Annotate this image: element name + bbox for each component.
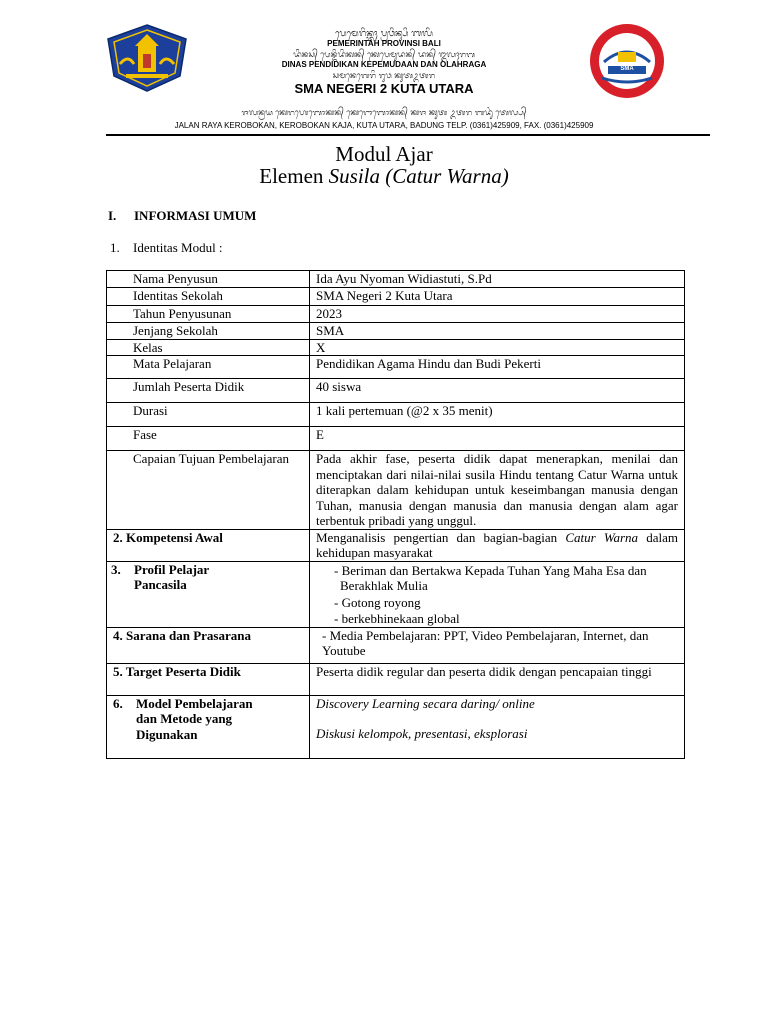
profil-item: - Beriman dan Bertakwa Kepada Tuhan Yang Maha Esa dan Berakhlak Mulia — [334, 562, 647, 593]
row-label: Nama Penyusun — [107, 271, 310, 288]
table-row — [107, 322, 685, 339]
document-subtitle — [0, 164, 768, 188]
table-row — [107, 627, 685, 663]
row-label: Jenjang Sekolah — [107, 322, 310, 339]
row-label: Capaian Tujuan Pembelajaran — [107, 451, 310, 530]
subsection-label: Identitas Modul : — [133, 240, 223, 255]
row-label: 5. Target Peserta Didik — [107, 663, 310, 695]
row-value: - Media Pembelajaran: PPT, Video Pembelajaran, Internet, dan Youtube — [310, 627, 685, 663]
row-value — [310, 561, 685, 627]
row-label: Kelas — [107, 339, 310, 356]
letterhead-department: DINAS PENDIDIKAN KEPEMUDAAN DAN OLAHRAGA — [281, 60, 487, 69]
table-row — [107, 403, 685, 427]
row-value: SMA — [310, 322, 685, 339]
row-label: Identitas Sekolah — [107, 287, 310, 305]
table-row — [107, 695, 685, 758]
row-value: X — [310, 339, 685, 356]
module-identity-table — [106, 270, 685, 759]
model-label: Model Pembelajaran dan Metode yang Digunakan — [136, 695, 253, 742]
row-label: Mata Pelajaran — [107, 356, 310, 379]
letterhead-school-name: SMA NEGERI 2 KUTA UTARA — [294, 81, 474, 96]
row-value — [310, 695, 685, 758]
row-value: 1 kali pertemuan (@2 x 35 menit) — [310, 403, 685, 427]
row-value: 2023 — [310, 305, 685, 322]
table-row — [107, 287, 685, 305]
model-method: Discovery Learning secara daring/ online — [316, 695, 535, 711]
row-value: Pendidikan Agama Hindu dan Budi Pekerti — [310, 356, 685, 379]
letterhead-divider — [106, 134, 710, 136]
table-row — [107, 427, 685, 451]
row-label: Durasi — [107, 403, 310, 427]
row-value: SMA Negeri 2 Kuta Utara — [310, 287, 685, 305]
row-value: Ida Ayu Nyoman Widiastuti, S.Pd — [310, 271, 685, 288]
kompetensi-prefix: Menganalisis pengertian dan bagian-bagian — [316, 529, 566, 545]
profil-item: - berkebhinekaan global — [334, 611, 460, 626]
row-value: Pada akhir fase, peserta didik dapat menerapkan, menilai dan menciptakan dari nilai-nilai susila Hindu tentang Catur Warna untuk diterapkan dalam kehidupan untuk keseimbangan manusia dengan Tuhan, manusia dengan manusia dan manusia dengan alam agar terbentuk pribadi yang unggul. — [310, 451, 685, 530]
row-value: E — [310, 427, 685, 451]
table-row — [107, 356, 685, 379]
table-row — [107, 379, 685, 403]
kompetensi-italic: Catur Warna — [565, 529, 639, 545]
kompetensi-suffix: dalam kehidupan masyarakat — [316, 529, 679, 560]
letterhead-balinese-top: ᬧᬾᬫᬾᬭᬶᬦ᭄ᬢᬄ ᬧ᭄ᬭᬯᬶᬦ᭄ᬲᬶ ᬩᬮᬶ — [335, 29, 433, 39]
letterhead-balinese-address: ᬚᬮᬦ᭄ᬭᬬ ᬓᬾᬭᬳᬾᬩᭀᬓᬦ᭄ ᬓᬾᬭᭀᬩᭀᬓᬦ᭄ ᬓᬚ ᬓᬸᬢ ᬉᬢᬭ ᬩᬤᬸᬂ ᬢᬾᬮ᭄ᬧ᭄ — [241, 108, 527, 117]
row-label — [107, 561, 310, 627]
table-row — [107, 561, 685, 627]
model-number: 6. — [113, 695, 123, 711]
row-label: Tahun Penyusunan — [107, 305, 310, 322]
row-value: Peserta didik regular dan peserta didik dengan pencapaian tinggi — [310, 663, 685, 695]
row-label: 4. Sarana dan Prasarana — [107, 627, 310, 663]
profil-item: - Gotong royong — [334, 594, 421, 610]
school-logo-mid-text: SMA — [620, 66, 634, 72]
profil-label: Profil Pelajar Pancasila — [134, 561, 209, 592]
row-label: Jumlah Peserta Didik — [107, 379, 310, 403]
section-heading — [108, 208, 257, 224]
letterhead-address: JALAN RAYA KEROBOKAN, KEROBOKAN KAJA, KUTA UTARA, BADUNG TELP. (0361)425909, FAX. (0361)425909 — [174, 121, 594, 130]
subtitle-italic: Susila (Catur Warna) — [328, 164, 509, 188]
model-technique: Diskusi kelompok, presentasi, eksplorasi — [316, 726, 528, 741]
subtitle-prefix: Elemen — [259, 164, 329, 188]
letterhead-balinese-school: ᬲᬫᬦᬾᬕᬾᬭᬶ ᬭᬸᬯ ᬓᬸᬢᬉᬢᬭ — [332, 71, 436, 80]
row-value — [310, 529, 685, 561]
section-label: INFORMASI UMUM — [134, 208, 257, 223]
document-title: Modul Ajar — [335, 142, 433, 166]
section-number: I. — [108, 208, 117, 223]
subsection-heading — [110, 240, 223, 256]
row-value: 40 siswa — [310, 379, 685, 403]
table-row — [107, 305, 685, 322]
table-row — [107, 529, 685, 561]
profil-number: 3. — [111, 561, 121, 577]
subsection-number: 1. — [110, 240, 120, 255]
table-row — [107, 271, 685, 288]
row-label: Fase — [107, 427, 310, 451]
table-row — [107, 451, 685, 530]
row-label — [107, 695, 310, 758]
letterhead-government: PEMERINTAH PROVINSI BALI — [327, 39, 441, 48]
table-row — [107, 339, 685, 356]
table-row — [107, 663, 685, 695]
row-label: 2. Kompetensi Awal — [107, 529, 310, 561]
letterhead-balinese-department: ᬤᬶᬦᬲ᭄ ᬧᬾᬦ᭄ᬤᬶᬤᬶᬓᬦ᭄ ᬓᬾᬧᬾᬫᬸᬤᬦ᭄ ᬤᬦ᭄ ᬑᬮᬄᬭᬕ — [293, 50, 475, 59]
